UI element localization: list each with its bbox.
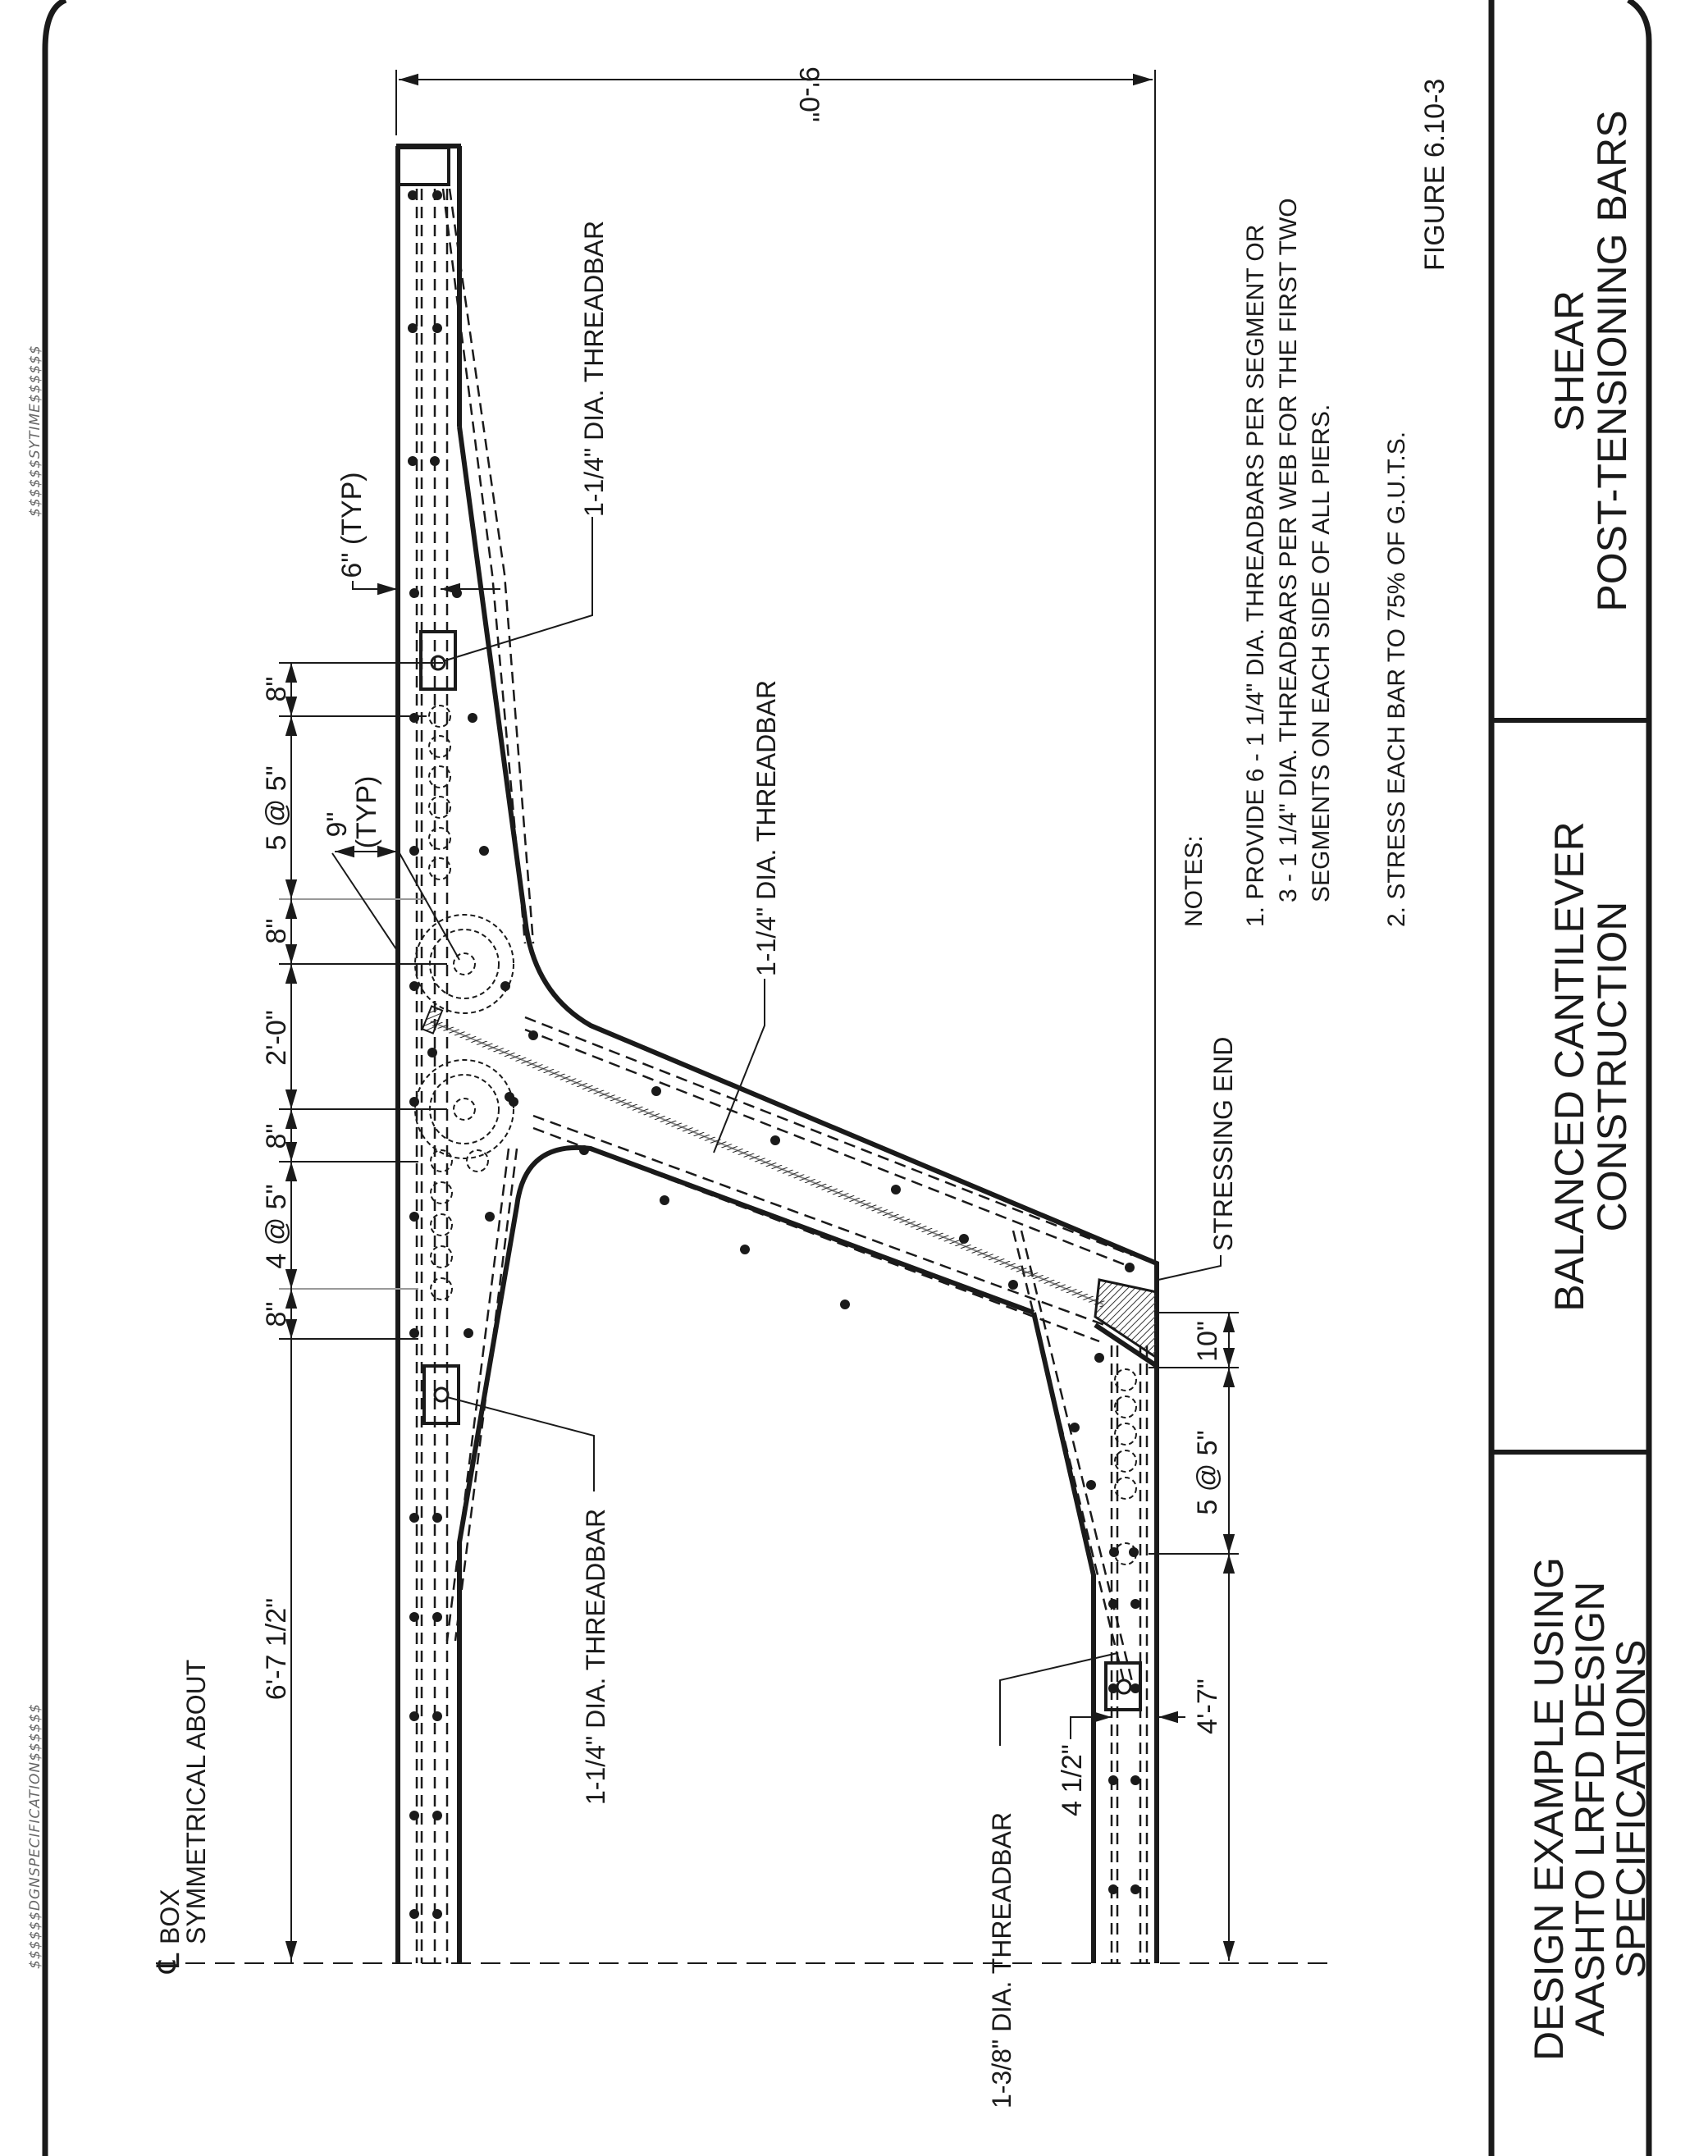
dim-edge-cover-typ: 6" (TYP): [336, 472, 368, 578]
centerline-box-label: BOX: [155, 1889, 185, 1944]
dim-lower-group: 4 @ 5": [261, 1184, 292, 1269]
figure-number: FIGURE 6.10-3: [1419, 78, 1450, 271]
dim-center-spacing: 2'-0": [261, 1010, 292, 1066]
callout-web-threadbar: 1-1/4" DIA. THREADBAR: [751, 679, 781, 976]
notes-heading: NOTES:: [1181, 835, 1208, 927]
project-title-line3: SPECIFICATIONS: [1608, 1639, 1654, 1979]
dim-lower-mid-spacing: 8": [261, 1123, 292, 1149]
dim-top-group: 5 @ 5": [261, 765, 292, 851]
reinforcement-dashed: [417, 189, 1147, 1963]
project-title-line1: DESIGN EXAMPLE USING: [1526, 1556, 1572, 2062]
sheet-title-line2: POST-TENSIONING BARS: [1589, 110, 1635, 612]
callout-lower-threadbar: 1-1/4" DIA. THREADBAR: [581, 1508, 610, 1805]
overall-depth-label: 9'-0": [793, 66, 824, 122]
dim-lower-end-spacing: 8": [261, 1301, 292, 1327]
note-1-line-3: SEGMENTS ON EACH SIDE OF ALL PIERS.: [1308, 404, 1335, 902]
margin-tag-dgnspec: $$$$$$DGNSPECIFICATION$$$$$$: [27, 1703, 43, 1969]
web-threadbar: [422, 1006, 1157, 1358]
note-2: 2. STRESS EACH BAR TO 75% OF G.U.T.S.: [1383, 431, 1410, 927]
overall-depth-dimension: [396, 70, 1155, 1263]
dim-bottom-group: 5 @ 5": [1192, 1430, 1223, 1515]
dim-top-mid-spacing: 8": [261, 918, 292, 944]
dim-bottom-edge-cover: 4 1/2": [1057, 1744, 1088, 1816]
callout-top-threadbar: 1-1/4" DIA. THREADBAR: [579, 220, 609, 517]
sheet-title-line1: SHEAR: [1546, 290, 1592, 432]
section-title-line2: CONSTRUCTION: [1589, 901, 1635, 1232]
callout-bottom-threadbar: 1-3/8" DIA. THREADBAR: [987, 1811, 1016, 2108]
sheet-border: [45, 0, 1651, 2156]
leader-lines: [443, 517, 1221, 1746]
centerline-symbol: ℄: [152, 1953, 186, 1973]
symmetry-note: SYMMETRICAL ABOUT: [181, 1659, 211, 1944]
dim-bottom-end-spacing: 10": [1192, 1321, 1223, 1362]
callout-stressing-end: STRESSING END: [1208, 1036, 1238, 1251]
left-dimension-chain: [279, 581, 500, 1963]
note-1-line-2: 3 - 1 1/4" DIA. THREADBARS PER WEB FOR THE FIRST TWO: [1275, 198, 1302, 902]
project-title-line2: AASHTO LRFD DESIGN: [1567, 1581, 1613, 2037]
section-title-line1: BALANCED CANTILEVER: [1546, 821, 1592, 1312]
dim-offset-typ-value: 9": [322, 811, 353, 838]
note-1-line-1: 1. PROVIDE 6 - 1 1/4" DIA. THREADBARS PER SEGMENT OR: [1242, 224, 1269, 927]
dim-top-end-spacing: 8": [261, 676, 292, 702]
dim-to-centerline: 6'-7 1/2": [261, 1597, 292, 1701]
dim-bottom-to-centerline: 4'-7": [1192, 1679, 1223, 1734]
dim-offset-typ-suffix: (TYP): [351, 775, 382, 849]
margin-tag-sytime: $$$$$$SYTIME$$$$$$: [27, 345, 43, 517]
